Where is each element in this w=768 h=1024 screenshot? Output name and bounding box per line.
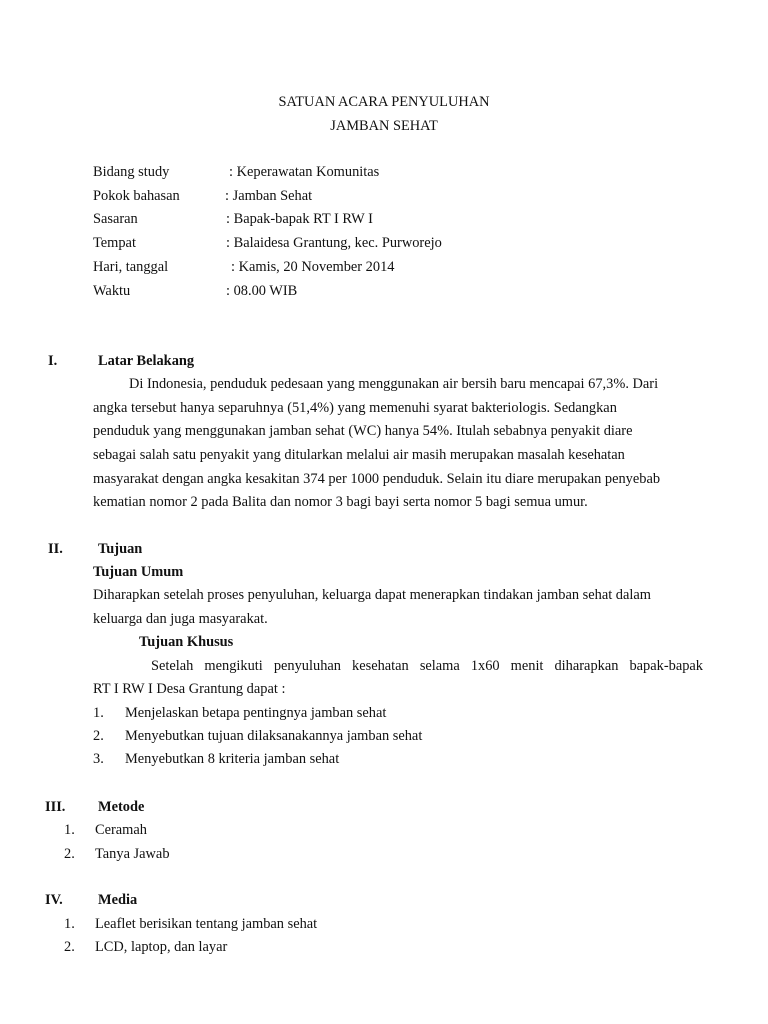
list-item-number: 2. (64, 939, 75, 955)
info-value-sasaran: : Bapak-bapak RT I RW I (226, 211, 373, 227)
list-item: Leaflet berisikan tentang jamban sehat (95, 916, 318, 932)
list-item: Menjelaskan betapa pentingnya jamban sehat (125, 705, 387, 721)
info-label-pokok: Pokok bahasan (93, 188, 180, 204)
list-item-number: 1. (93, 705, 104, 721)
info-value-bidang: : Keperawatan Komunitas (229, 164, 380, 180)
info-value-hari: : Kamis, 20 November 2014 (231, 259, 395, 275)
tujuan-khusus-line: RT I RW I Desa Grantung dapat : (93, 681, 286, 697)
section-heading-latar-belakang: Latar Belakang (98, 353, 195, 369)
list-item-number: 1. (64, 916, 75, 932)
info-value-tempat: : Balaidesa Grantung, kec. Purworejo (226, 235, 442, 251)
latar-paragraph-line: kematian nomor 2 pada Balita dan nomor 3 bagi bayi serta nomor 5 bagi semua umur. (93, 494, 588, 510)
latar-paragraph-line: penduduk yang menggunakan jamban sehat (WC) hanya 54%. Itulah sebabnya penyakit diare (93, 423, 633, 439)
latar-paragraph-line: angka tersebut hanya separuhnya (51,4%) yang memenuhi syarat bakteriologis. Sedangkan (93, 400, 617, 416)
info-value-pokok: : Jamban Sehat (225, 188, 313, 204)
info-label-tempat: Tempat (93, 235, 136, 251)
list-item-number: 2. (64, 846, 75, 862)
tujuan-khusus-line: Setelah mengikuti penyuluhan kesehatan selama 1x60 menit diharapkan bapak-bapak (151, 658, 703, 674)
latar-paragraph-line: sebagai salah satu penyakit yang ditularkan melalui air masih merupakan masalah kesehatan (93, 447, 625, 463)
info-label-waktu: Waktu (93, 283, 131, 299)
subheading-tujuan-khusus: Tujuan Khusus (139, 634, 234, 650)
info-label-sasaran: Sasaran (93, 211, 138, 227)
section-number-4: IV. (45, 892, 63, 908)
section-number-2: II. (48, 541, 63, 557)
tujuan-umum-line: Diharapkan setelah proses penyuluhan, keluarga dapat menerapkan tindakan jamban sehat dalam (93, 587, 651, 603)
tujuan-umum-line: keluarga dan juga masyarakat. (93, 611, 268, 627)
list-item: Ceramah (95, 822, 147, 838)
info-value-waktu: : 08.00 WIB (226, 283, 298, 299)
latar-paragraph-line: masyarakat dengan angka kesakitan 374 per 1000 penduduk. Selain itu diare merupakan penyebab (93, 471, 661, 487)
document-title: SATUAN ACARA PENYULUHAN (278, 94, 490, 110)
list-item: Tanya Jawab (95, 846, 170, 862)
list-item: Menyebutkan tujuan dilaksanakannya jamban sehat (125, 728, 423, 744)
list-item-number: 1. (64, 822, 75, 838)
subheading-tujuan-umum: Tujuan Umum (93, 564, 184, 580)
list-item: Menyebutkan 8 kriteria jamban sehat (125, 751, 340, 767)
latar-paragraph-line: Di Indonesia, penduduk pedesaan yang menggunakan air bersih baru mencapai 67,3%. Dari (129, 376, 659, 392)
info-label-bidang: Bidang study (93, 164, 170, 180)
document-subtitle: JAMBAN SEHAT (330, 118, 438, 134)
info-label-hari: Hari, tanggal (93, 259, 169, 275)
list-item-number: 2. (93, 728, 104, 744)
section-number-3: III. (45, 799, 66, 815)
section-heading-tujuan: Tujuan (98, 541, 143, 557)
section-number-1: I. (48, 353, 58, 369)
section-heading-metode: Metode (98, 799, 145, 815)
list-item: LCD, laptop, dan layar (95, 939, 228, 955)
section-heading-media: Media (98, 892, 138, 908)
list-item-number: 3. (93, 751, 104, 767)
